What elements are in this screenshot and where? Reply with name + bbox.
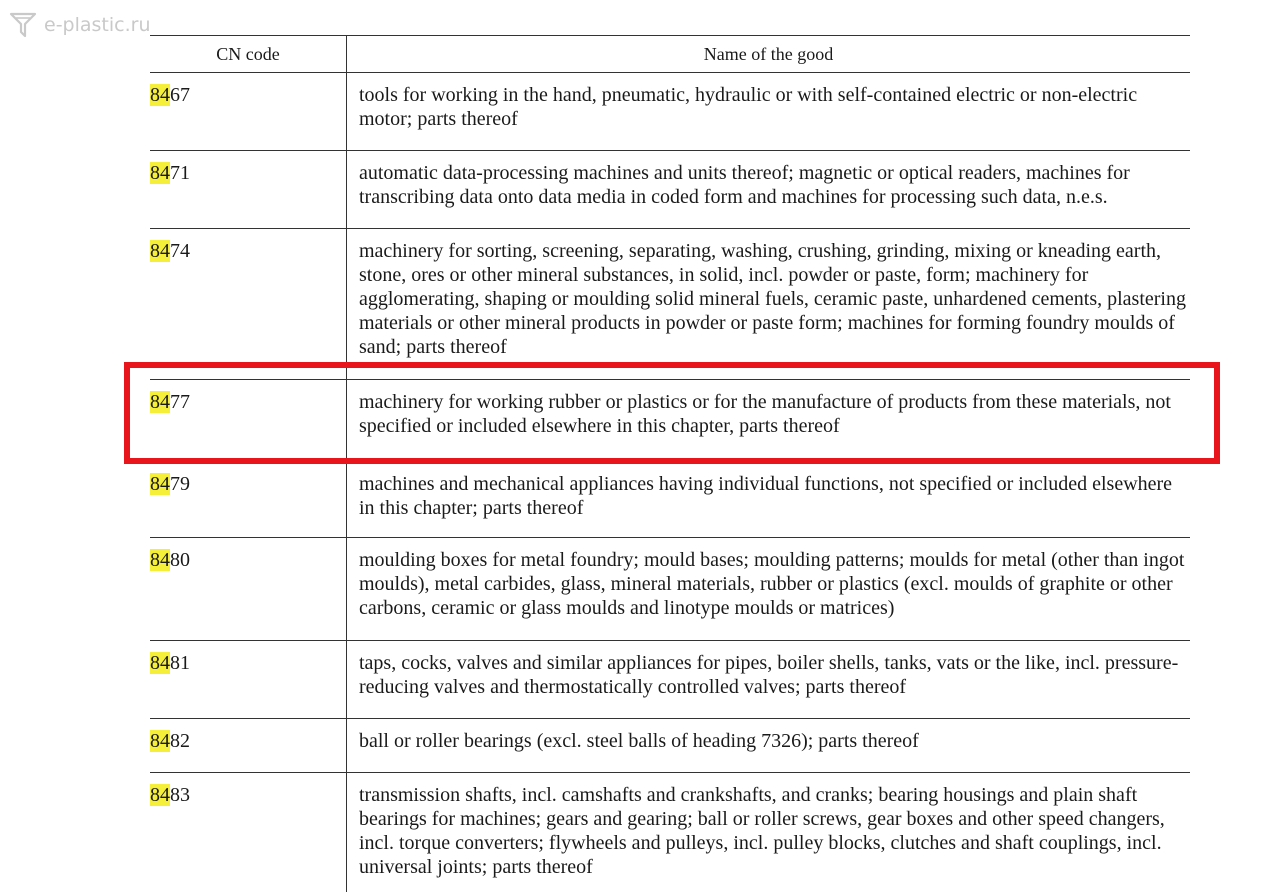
code-suffix: 81: [170, 652, 190, 674]
cn-code-cell: [150, 73, 347, 150]
table-row: [150, 640, 1190, 718]
table-row: [150, 72, 1190, 150]
good-name-cell: automatic data-processing machines and units thereof; magnetic or optical readers, machines for transcribing data onto data media in coded form and machines for processing such data, n.e.s.: [359, 162, 1130, 208]
watermark-text: e-plastic.ru: [44, 14, 151, 36]
code-prefix-highlight: 84: [150, 84, 170, 106]
code-suffix: 83: [170, 784, 190, 806]
good-name-cell: machinery for working rubber or plastics or for the manufacture of products from these materials, not specified or included elsewhere in this chapter, parts thereof: [359, 391, 1171, 437]
table-row: [150, 772, 1190, 892]
good-name-cell: machinery for sorting, screening, separating, washing, crushing, grinding, mixing or kneading earth, stone, ores or other mineral substances, in solid, incl. powder or paste, form; machinery for agglomerating, shaping or moulding solid mineral fuels, ceramic paste, unhardened cements, plastering materials or other mineral products in powder or paste form; machines for forming foundry moulds of sand; parts thereof: [359, 240, 1186, 358]
table-row: [150, 228, 1190, 379]
code-prefix-highlight: 84: [150, 549, 170, 571]
code-prefix-highlight: 84: [150, 473, 170, 495]
cn-code-cell: [150, 641, 347, 718]
good-name-cell: ball or roller bearings (excl. steel balls of heading 7326); parts thereof: [359, 730, 919, 752]
good-name-cell: machines and mechanical appliances having individual functions, not specified or included elsewhere in this chapter; parts thereof: [359, 473, 1173, 519]
good-name-cell: tools for working in the hand, pneumatic, hydraulic or with self-contained electric or non-electric motor; parts thereof: [359, 84, 1138, 130]
code-suffix: 71: [170, 162, 190, 184]
table-row: [150, 718, 1190, 772]
code-suffix: 67: [170, 84, 190, 106]
code-prefix-highlight: 84: [150, 730, 170, 752]
code-suffix: 82: [170, 730, 190, 752]
code-prefix-highlight: 84: [150, 162, 170, 184]
cn-code-cell: [150, 773, 347, 892]
site-watermark: [8, 8, 151, 42]
table-header-row: [150, 35, 1190, 72]
table-row: [150, 150, 1190, 228]
cn-code-cell: [150, 229, 347, 379]
code-suffix: 80: [170, 549, 190, 571]
code-prefix-highlight: 84: [150, 652, 170, 674]
logo-icon: [8, 10, 38, 40]
code-prefix-highlight: 84: [150, 240, 170, 262]
good-name-cell: moulding boxes for metal foundry; mould bases; moulding patterns; moulds for metal (other than ingot moulds), metal carbides, glass, mineral materials, rubber or plastics (excl. moulds of graphite or other carbons, ceramic or glass moulds and linotype moulds or matrices): [359, 549, 1185, 619]
cn-code-cell: [150, 462, 347, 537]
cn-code-cell: [150, 719, 347, 772]
table-row: [150, 461, 1190, 537]
table-row: [150, 537, 1190, 640]
header-cn-code: CN code: [150, 36, 347, 72]
code-suffix: 74: [170, 240, 190, 262]
code-prefix-highlight: 84: [150, 784, 170, 806]
code-prefix-highlight: 84: [150, 391, 170, 413]
annotation-red-box: [124, 362, 1220, 464]
code-suffix: 77: [170, 391, 190, 413]
cn-code-cell: [150, 151, 347, 228]
header-name-of-good: Name of the good: [703, 44, 834, 64]
good-name-cell: transmission shafts, incl. camshafts and crankshafts, and cranks; bearing housings and plain shaft bearings for machines; gears and gearing; ball or roller screws, gear boxes and other speed changers, incl. torque converters; flywheels and pulleys, incl. pulley blocks, clutches and shaft couplings, incl. universal joints; parts thereof: [359, 784, 1165, 878]
cn-code-cell: [150, 538, 347, 640]
code-suffix: 79: [170, 473, 190, 495]
good-name-cell: taps, cocks, valves and similar appliances for pipes, boiler shells, tanks, vats or the like, incl. pressure-reducing valves and thermostatically controlled valves; parts thereof: [359, 652, 1179, 698]
